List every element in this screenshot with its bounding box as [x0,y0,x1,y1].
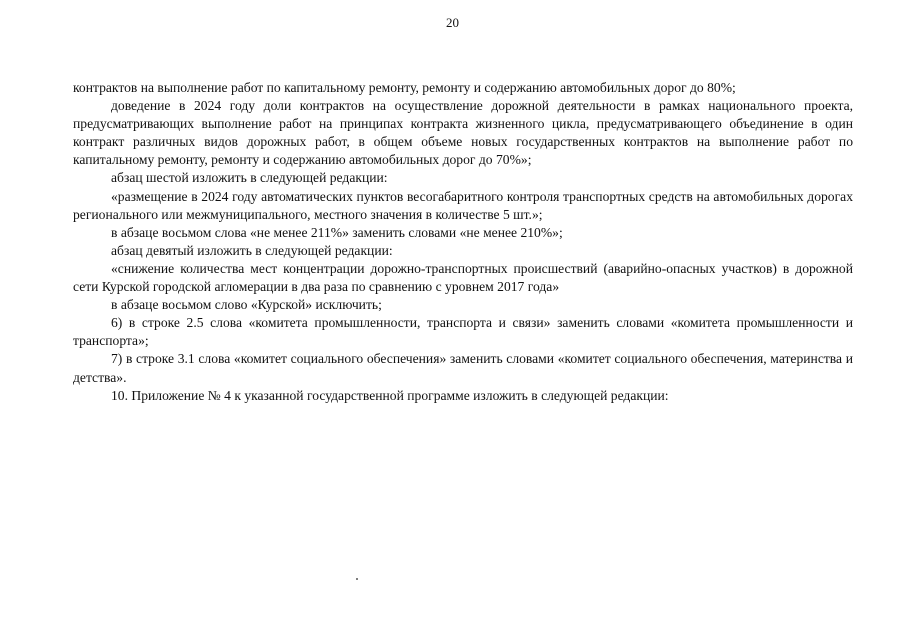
paragraph-abzac-eight-replace: в абзаце восьмом слова «не менее 211%» заменить словами «не менее 210%»; [111,224,563,240]
paragraph-kursk-remove: в абзаце восьмом слово «Курской» исключить; [111,297,382,313]
paragraph-appendix-4: 10. Приложение № 4 к указанной государственной программе изложить в следующей редакции: [111,387,669,403]
paragraph-weight-control: «размещение в 2024 году автоматических пунктов весогабаритного контроля транспортных средств на автомобильных дорогах регионального или межмуниципального, местного значения в количестве 5 шт.»; [73,188,853,222]
scan-speck [356,578,358,580]
paragraph-abzac-six-intro: абзац шестой изложить в следующей редакции: [111,170,388,186]
paragraph-contracts-2024: доведение в 2024 году доли контрактов на осуществление дорожной деятельности в рамках национального проекта, предусматривающих выполнение работ на принципах контракта жизненного цикла, предусматривающего объединение в один контракт различных видов дорожных работ, в общем объеме новых государственных контрактов на выполнение работ по капитальному ремонту, ремонту и содержанию автомобильных дорог до 70%»; [73,98,853,168]
page-number: 20 [446,15,459,30]
paragraph-row-3-1: 7) в строке 3.1 слова «комитет социального обеспечения» заменить словами «комитет социального обеспечения, материнства и детства». [73,351,853,385]
paragraph-contracts-continuation: контрактов на выполнение работ по капитальному ремонту, ремонту и содержанию автомобильных дорог до 80%; [73,80,736,95]
paragraph-abzac-nine-intro: абзац девятый изложить в следующей редакции: [111,242,393,258]
document-body [73,79,853,405]
paragraph-row-2-5: 6) в строке 2.5 слова «комитета промышленности, транспорта и связи» заменить словами «комитета промышленности и транспорта»; [73,315,853,349]
paragraph-accident-reduction: «снижение количества мест концентрации дорожно-транспортных происшествий (аварийно-опасных участков) в дорожной сети Курской городской агломерации в два раза по сравнению с уровнем 2017 года» [73,260,853,295]
